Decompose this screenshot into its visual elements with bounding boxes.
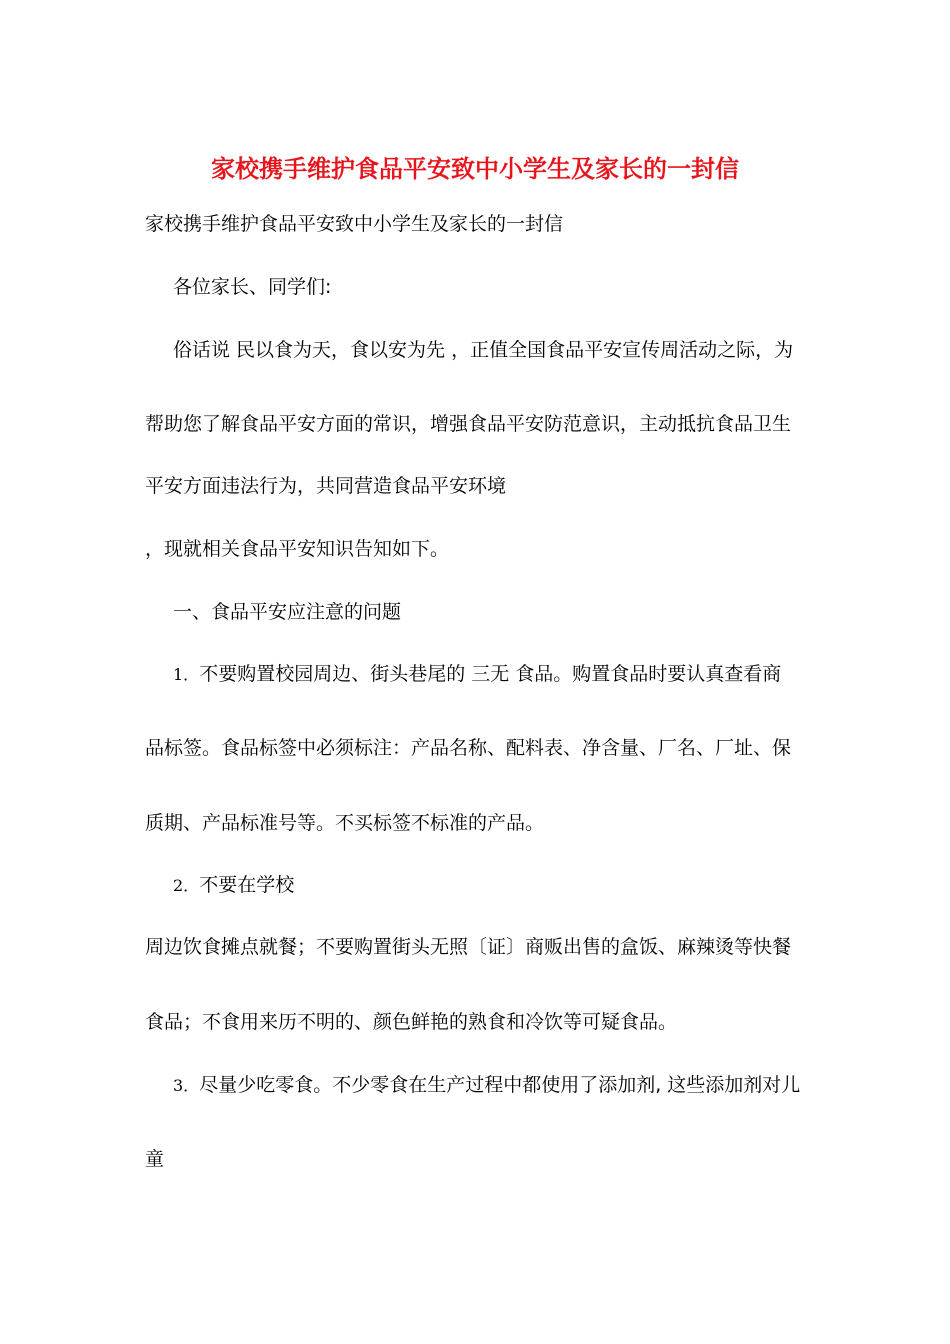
document-subtitle: 家校携手维护食品平安致中小学生及家长的一封信 [145,213,564,235]
item-2-number: 2． [173,876,200,895]
item-2-text: 不要在学校 [199,874,295,896]
item-3-line-2: 童 [145,1148,165,1170]
item-2-line-3: 食品；不食用来历不明的、颜色鲜艳的熟食和冷饮等可疑食品。 [145,1011,678,1033]
document-title: 家校携手维护食品平安致中小学生及家长的一封信 [211,154,739,183]
section-heading: 一、食品平安应注意的问题 [173,601,402,623]
intro-line-3: 平安方面违法行为，共同营造食品平安环境 [145,475,507,497]
item-1-line-3: 质期、产品标准号等。不买标签不标准的产品。 [145,812,545,834]
item-2-line-1 [173,871,294,900]
item-1-line-1 [173,660,781,689]
item-3-number: 3． [173,1076,200,1095]
item-3-line-1 [173,1071,800,1100]
intro-line-1: 俗话说 民以食为天，食以安为先 ，正值全国食品平安宣传周活动之际，为 [173,339,794,361]
intro-line-4: ，现就相关食品平安知识告知如下。 [145,538,450,560]
item-1-number: 1． [173,665,200,684]
item-3-text: 尽量少吃零食。不少零食在生产过程中都使用了添加剂, 这些添加剂对儿 [199,1074,801,1096]
greeting: 各位家长、同学们: [173,276,332,298]
intro-line-2: 帮助您了解食品平安方面的常识，增强食品平安防范意识，主动抵抗食品卫生 [145,413,792,435]
item-1-text: 不要购置校园周边、街头巷尾的 三无 食品。购置食品时要认真查看商 [199,663,782,685]
item-2-line-2: 周边饮食摊点就餐；不要购置街头无照〔证〕商贩出售的盒饭、麻辣烫等快餐 [145,936,792,958]
item-1-line-2: 品标签。食品标签中必须标注：产品名称、配料表、净含量、厂名、厂址、保 [145,737,792,759]
